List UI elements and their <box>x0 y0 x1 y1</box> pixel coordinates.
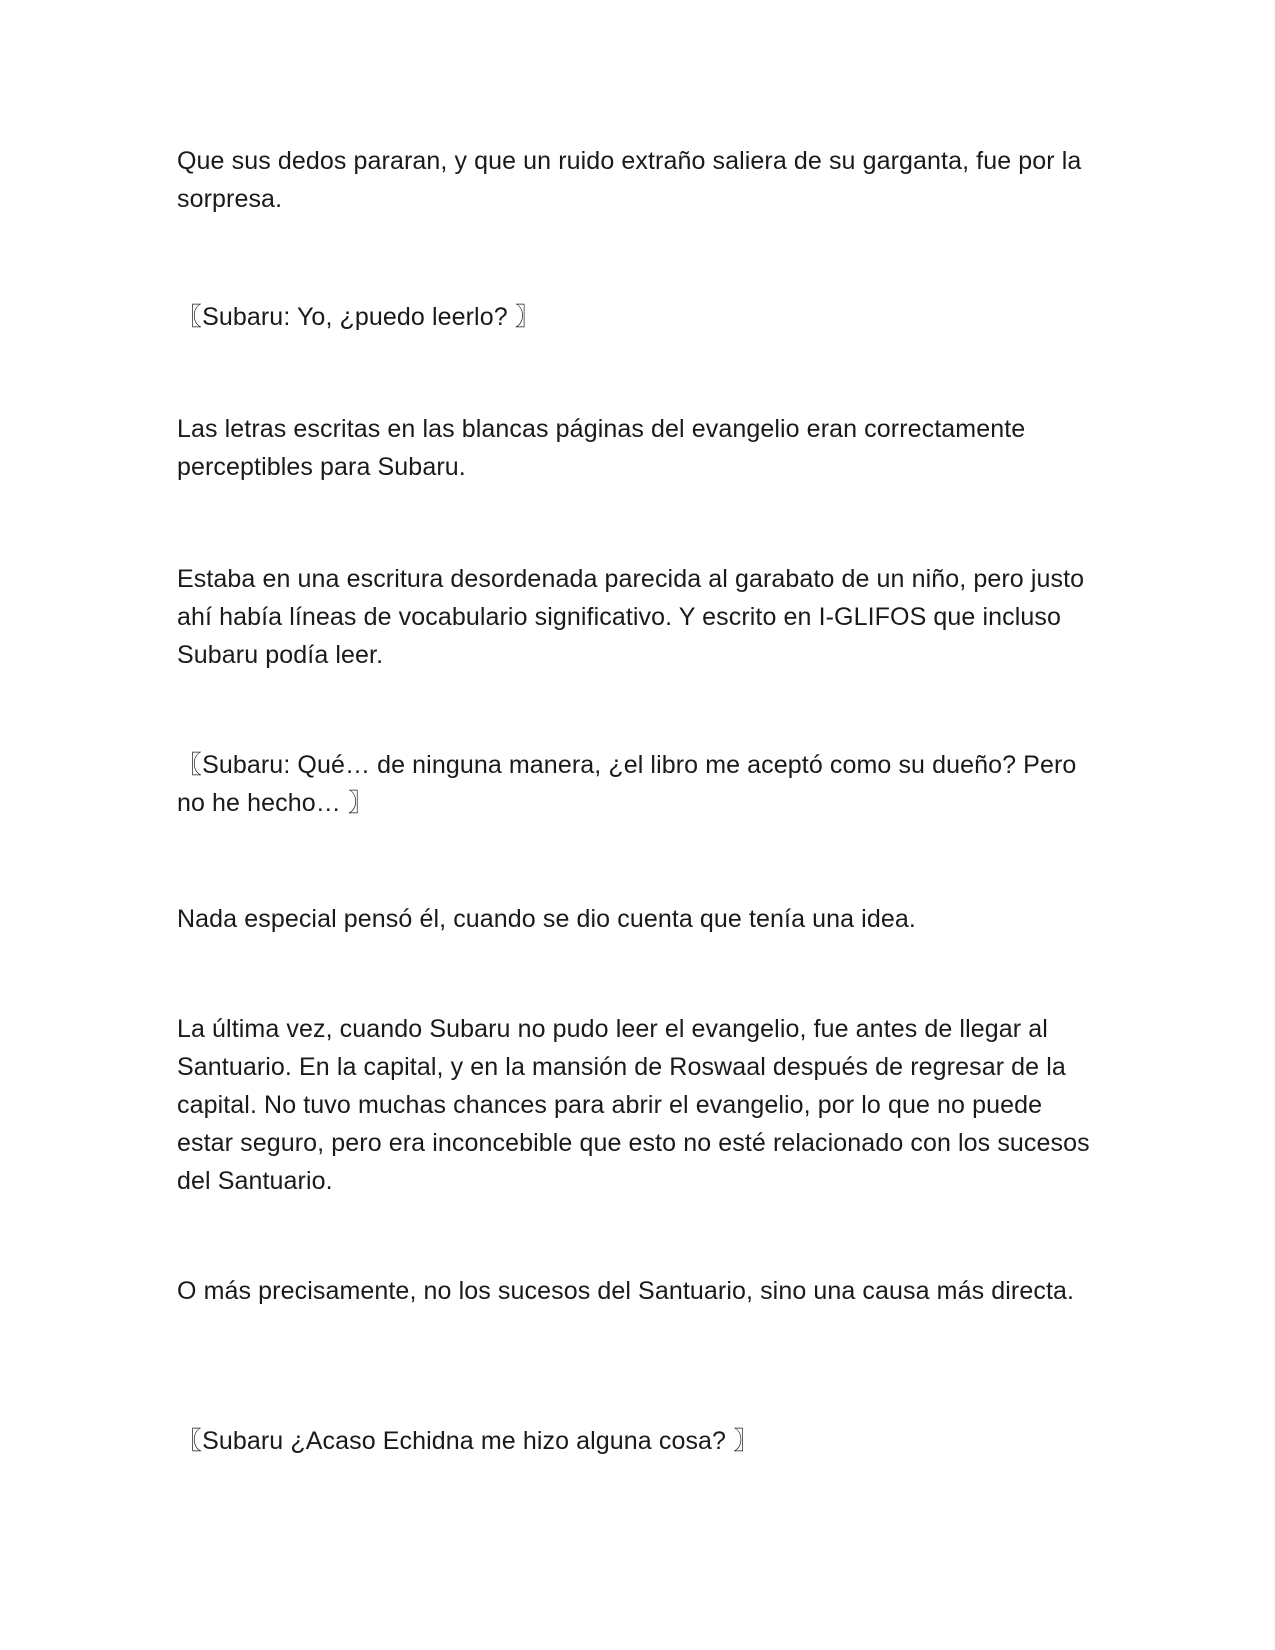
dialogue-1: 〖Subaru: Yo, ¿puedo leerlo? 〗 <box>177 303 540 331</box>
paragraph-5: La última vez, cuando Subaru no pudo leer el evangelio, fue antes de llegar al Santuario. En la capital, y en la mansión de Roswaal después de regresar de la capital. No tuvo muchas chances para abrir el evangelio, por lo que no puede estar seguro, pero era inconcebible que esto no esté relacionado con los sucesos del Santuario. <box>177 1015 1090 1195</box>
paragraph-4: Nada especial pensó él, cuando se dio cuenta que tenía una idea. <box>177 905 916 933</box>
dialogue-2: 〖Subaru: Qué… de ninguna manera, ¿el libro me aceptó como su dueño? Pero no he hecho… 〗 <box>177 751 1077 817</box>
paragraph-2: Las letras escritas en las blancas páginas del evangelio eran correctamente perceptibles para Subaru. <box>177 415 1026 481</box>
paragraph-6: O más precisamente, no los sucesos del Santuario, sino una causa más directa. <box>177 1277 1075 1305</box>
paragraph-3: Estaba en una escritura desordenada parecida al garabato de un niño, pero justo ahí había líneas de vocabulario significativo. Y escrito en I-GLIFOS que incluso Subaru podía leer. <box>177 565 1085 669</box>
dialogue-3: 〖Subaru ¿Acaso Echidna me hizo alguna cosa? 〗 <box>177 1427 759 1455</box>
paragraph-1: Que sus dedos pararan, y que un ruido extraño saliera de su garganta, fue por la sorpresa. <box>177 147 1082 213</box>
